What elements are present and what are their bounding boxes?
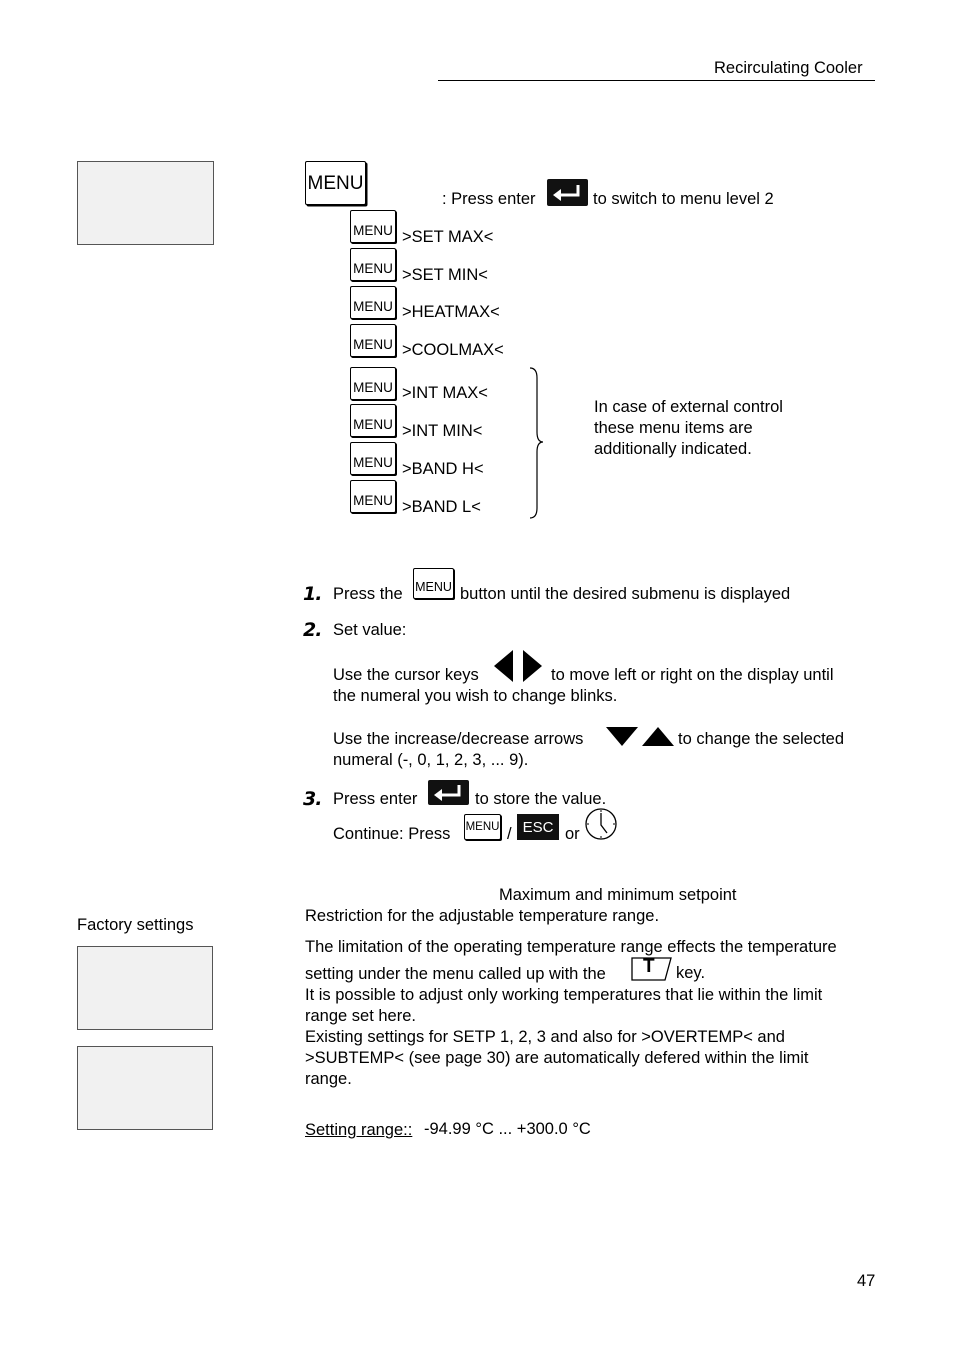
- or-text: or: [565, 825, 580, 843]
- description-p2a: The limitation of the operating temperature range effects the temperature: [305, 938, 837, 956]
- description-p4a: Existing settings for SETP 1, 2, 3 and also for >OVERTEMP< and: [305, 1028, 785, 1046]
- description-p4c: range.: [305, 1070, 352, 1088]
- menu-key: MENU: [350, 286, 396, 319]
- esc-key: ESC: [517, 814, 559, 840]
- menu-item-int-max: >INT MAX<: [402, 384, 488, 402]
- page-number: 47: [857, 1272, 876, 1290]
- enter-key-icon: [428, 780, 470, 806]
- description-p3a: It is possible to adjust only working temperatures that lie within the limit: [305, 986, 823, 1004]
- description-line1: Restriction for the adjustable temperature range.: [305, 907, 660, 925]
- cursor-keys-post: to move left or right on the display until: [551, 666, 834, 684]
- setting-range-value: -94.99 °C ... +300.0 °C: [424, 1120, 591, 1138]
- curly-bracket-icon: [528, 366, 548, 520]
- menu-intro-text: : Press enter: [442, 190, 536, 208]
- menu-key: MENU: [350, 442, 396, 475]
- header-rule: [438, 80, 875, 81]
- description-p4b: >SUBTEMP< (see page 30) are automatically defered within the limit: [305, 1049, 809, 1067]
- menu-key: MENU: [350, 248, 396, 281]
- arrows-post: to change the selected: [678, 730, 845, 748]
- description-p2b-post: key.: [676, 964, 706, 982]
- header-title: Recirculating Cooler: [714, 59, 863, 77]
- bracket-note-line3: additionally indicated.: [594, 440, 752, 458]
- step-1-post: button until the desired submenu is displayed: [460, 585, 791, 603]
- menu-key: MENU: [350, 210, 396, 243]
- menu-key: MENU: [464, 814, 501, 840]
- setting-range-label: Setting range::: [305, 1121, 413, 1139]
- menu-item-band-h: >BAND H<: [402, 460, 484, 478]
- menu-key: MENU: [413, 568, 454, 599]
- step-2-number: 2.: [303, 619, 322, 641]
- arrows-text: Use the increase/decrease arrows: [333, 730, 584, 748]
- bracket-note-line2: these menu items are: [594, 419, 753, 437]
- display-panel-factory-max: [77, 946, 213, 1030]
- step-3-number: 3.: [303, 788, 322, 810]
- display-panel-factory-min: [77, 1046, 213, 1130]
- step-3-post: to store the value.: [475, 790, 607, 808]
- enter-key-icon: [547, 179, 589, 207]
- cursor-keys-line2: the numeral you wish to change blinks.: [333, 687, 618, 705]
- menu-item-band-l: >BAND L<: [402, 498, 481, 516]
- display-panel-top: [77, 161, 214, 245]
- menu-key: MENU: [350, 324, 396, 357]
- description-p3b: range set here.: [305, 1007, 416, 1025]
- cursor-keys-text: Use the cursor keys: [333, 666, 479, 684]
- arrows-line2: numeral (-, 0, 1, 2, 3, ... 9).: [333, 751, 529, 769]
- menu-key: MENU: [350, 480, 396, 513]
- step-1-number: 1.: [303, 583, 322, 605]
- menu-item-set-min: >SET MIN<: [402, 266, 488, 284]
- menu-intro-suffix: to switch to menu level 2: [593, 190, 774, 208]
- factory-settings-label: Factory settings: [77, 916, 194, 934]
- step-2-label: Set value:: [333, 621, 407, 639]
- menu-item-set-max: >SET MAX<: [402, 228, 494, 246]
- bracket-note-line1: In case of external control: [594, 398, 783, 416]
- menu-key-large: MENU: [305, 161, 366, 205]
- temp-key-label: T: [643, 956, 655, 977]
- cursor-left-right-icon: [494, 650, 544, 682]
- menu-item-int-min: >INT MIN<: [402, 422, 483, 440]
- menu-key: MENU: [350, 404, 396, 437]
- clock-icon: [585, 808, 619, 842]
- step-3-pre: Press enter: [333, 790, 418, 808]
- section-heading: Maximum and minimum setpoint: [499, 886, 737, 904]
- description-p2b-pre: setting under the menu called up with the: [305, 965, 606, 983]
- slash-text: /: [507, 825, 512, 843]
- step-1-pre: Press the: [333, 585, 403, 603]
- continue-text: Continue: Press: [333, 825, 451, 843]
- down-up-arrows-icon: [606, 727, 676, 747]
- menu-key: MENU: [350, 367, 396, 400]
- menu-item-heatmax: >HEATMAX<: [402, 303, 500, 321]
- menu-item-coolmax: >COOLMAX<: [402, 341, 504, 359]
